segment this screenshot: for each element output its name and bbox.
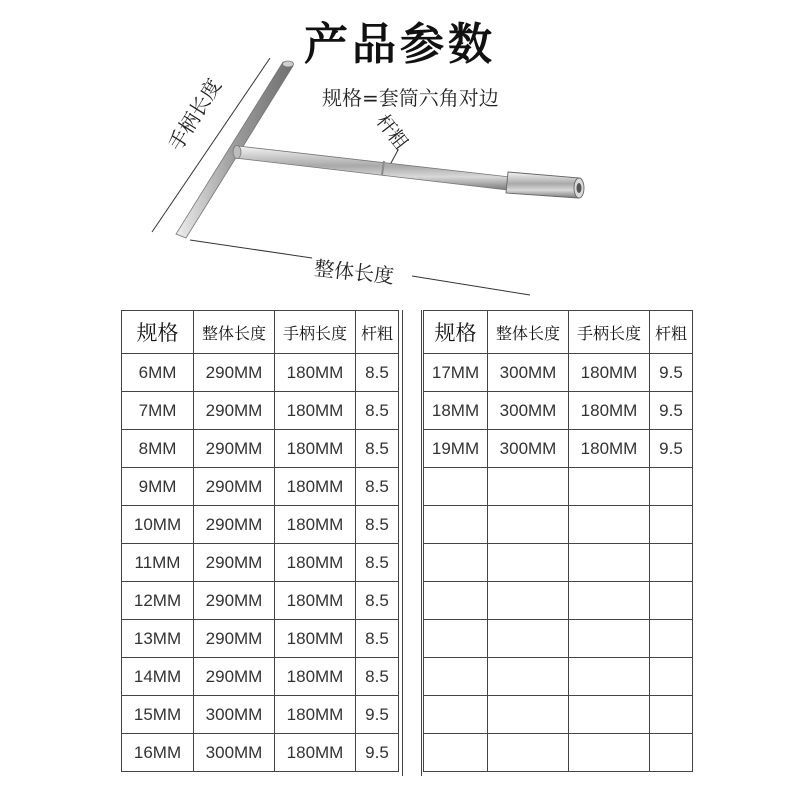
cell-rod-diameter: 8.5 (356, 544, 399, 582)
cell-rod-diameter: 8.5 (356, 392, 399, 430)
cell-total-length: 290MM (194, 392, 275, 430)
table-row (424, 658, 693, 696)
cell-size: 16MM (122, 734, 194, 772)
header-size: 规格 (424, 311, 488, 354)
cell-rod-diameter (650, 544, 693, 582)
cell-rod-diameter: 8.5 (356, 430, 399, 468)
cell-size: 6MM (122, 354, 194, 392)
cell-handle-length: 180MM (275, 506, 356, 544)
total-length-dimension-line-right (412, 276, 530, 295)
cell-rod-diameter: 9.5 (356, 696, 399, 734)
cell-total-length: 290MM (194, 468, 275, 506)
handle-length-label: 手柄长度 (163, 74, 227, 155)
spec-table-left (121, 310, 399, 772)
cell-size (424, 544, 488, 582)
spec-table-right-body (424, 311, 693, 772)
header-size: 规格 (122, 311, 194, 354)
cell-rod-diameter (650, 734, 693, 772)
cell-size: 7MM (122, 392, 194, 430)
cell-handle-length (569, 696, 650, 734)
table-row (122, 430, 399, 468)
cell-handle-length: 180MM (275, 658, 356, 696)
cell-handle-length: 180MM (569, 354, 650, 392)
cell-handle-length: 180MM (275, 696, 356, 734)
spec-table-right (423, 310, 693, 772)
table-divider (402, 310, 422, 776)
table-row (122, 658, 399, 696)
cell-rod-diameter: 9.5 (356, 734, 399, 772)
table-row (424, 696, 693, 734)
table-row (122, 582, 399, 620)
cell-size: 10MM (122, 506, 194, 544)
table-row (122, 392, 399, 430)
cell-total-length: 290MM (194, 430, 275, 468)
cell-rod-diameter: 8.5 (356, 506, 399, 544)
table-row (122, 354, 399, 392)
table-row (122, 696, 399, 734)
cell-size: 9MM (122, 468, 194, 506)
cell-handle-length: 180MM (569, 392, 650, 430)
table-row (424, 468, 693, 506)
cell-total-length: 290MM (194, 582, 275, 620)
header-total-length: 整体长度 (488, 311, 569, 354)
cell-rod-diameter (650, 582, 693, 620)
cell-handle-length: 180MM (275, 468, 356, 506)
cell-total-length (488, 544, 569, 582)
cell-handle-length (569, 620, 650, 658)
cell-size (424, 734, 488, 772)
cell-rod-diameter: 8.5 (356, 658, 399, 696)
spec-definition-note: 规格=套筒六角对边 (322, 86, 499, 110)
cell-total-length: 300MM (194, 696, 275, 734)
total-length-label: 整体长度 (313, 255, 396, 289)
table-row (122, 734, 399, 772)
spec-table-left-body (122, 311, 399, 772)
header-handle-length: 手柄长度 (275, 311, 356, 354)
cell-rod-diameter: 9.5 (650, 354, 693, 392)
cell-total-length (488, 468, 569, 506)
cell-size: 13MM (122, 620, 194, 658)
header-handle-length: 手柄长度 (569, 311, 650, 354)
table-row (424, 506, 693, 544)
table-row (424, 392, 693, 430)
cell-handle-length: 180MM (275, 430, 356, 468)
cell-rod-diameter: 9.5 (650, 430, 693, 468)
table-row (424, 582, 693, 620)
cell-rod-diameter (650, 468, 693, 506)
cell-handle-length: 180MM (275, 734, 356, 772)
cell-rod-diameter: 8.5 (356, 468, 399, 506)
cell-size: 8MM (122, 430, 194, 468)
cell-total-length: 300MM (488, 430, 569, 468)
cell-rod-diameter (650, 696, 693, 734)
cell-size: 14MM (122, 658, 194, 696)
cell-handle-length: 180MM (275, 392, 356, 430)
cell-total-length: 300MM (488, 392, 569, 430)
cell-handle-length: 180MM (275, 620, 356, 658)
cell-handle-length (569, 506, 650, 544)
cell-total-length: 300MM (488, 354, 569, 392)
cell-handle-length: 180MM (569, 430, 650, 468)
table-row (122, 468, 399, 506)
table-row (122, 620, 399, 658)
table-header-row (122, 311, 399, 354)
table-header-row (424, 311, 693, 354)
cell-size: 19MM (424, 430, 488, 468)
cell-total-length: 290MM (194, 506, 275, 544)
table-row (424, 430, 693, 468)
cell-size (424, 620, 488, 658)
table-row (122, 506, 399, 544)
cell-size (424, 582, 488, 620)
cell-handle-length: 180MM (275, 582, 356, 620)
cell-rod-diameter: 8.5 (356, 582, 399, 620)
cell-rod-diameter: 8.5 (356, 620, 399, 658)
cell-rod-diameter (650, 658, 693, 696)
cell-handle-length (569, 734, 650, 772)
cell-handle-length (569, 468, 650, 506)
cell-handle-length (569, 544, 650, 582)
table-row (424, 620, 693, 658)
cell-total-length: 290MM (194, 544, 275, 582)
cell-total-length (488, 506, 569, 544)
cell-total-length (488, 734, 569, 772)
cell-size: 18MM (424, 392, 488, 430)
total-length-dimension-line-left (190, 240, 312, 258)
cell-total-length: 290MM (194, 620, 275, 658)
cell-total-length (488, 582, 569, 620)
cell-total-length (488, 696, 569, 734)
table-row (122, 544, 399, 582)
cell-handle-length (569, 582, 650, 620)
cell-size (424, 506, 488, 544)
cell-size: 17MM (424, 354, 488, 392)
cell-total-length: 290MM (194, 658, 275, 696)
cell-rod-diameter (650, 620, 693, 658)
cell-handle-length: 180MM (275, 354, 356, 392)
cell-total-length (488, 620, 569, 658)
cell-total-length (488, 658, 569, 696)
cell-size: 12MM (122, 582, 194, 620)
page-title: 产品参数 (304, 19, 496, 70)
rod-diameter-label: 杆粗 (371, 110, 413, 154)
cell-size: 15MM (122, 696, 194, 734)
table-row (424, 354, 693, 392)
table-row (424, 734, 693, 772)
header-rod-diameter: 杆粗 (356, 311, 399, 354)
cell-total-length: 290MM (194, 354, 275, 392)
cell-size: 11MM (122, 544, 194, 582)
cell-handle-length: 180MM (275, 544, 356, 582)
cell-size (424, 658, 488, 696)
hex-socket-end (506, 172, 584, 198)
header-rod-diameter: 杆粗 (650, 311, 693, 354)
cell-size (424, 468, 488, 506)
header-total-length: 整体长度 (194, 311, 275, 354)
cell-handle-length (569, 658, 650, 696)
shaft (233, 146, 510, 191)
cell-size (424, 696, 488, 734)
cell-rod-diameter: 9.5 (650, 392, 693, 430)
cell-rod-diameter: 8.5 (356, 354, 399, 392)
t-handle-wrench-diagram (0, 0, 800, 300)
cell-rod-diameter (650, 506, 693, 544)
cell-total-length: 300MM (194, 734, 275, 772)
table-row (424, 544, 693, 582)
